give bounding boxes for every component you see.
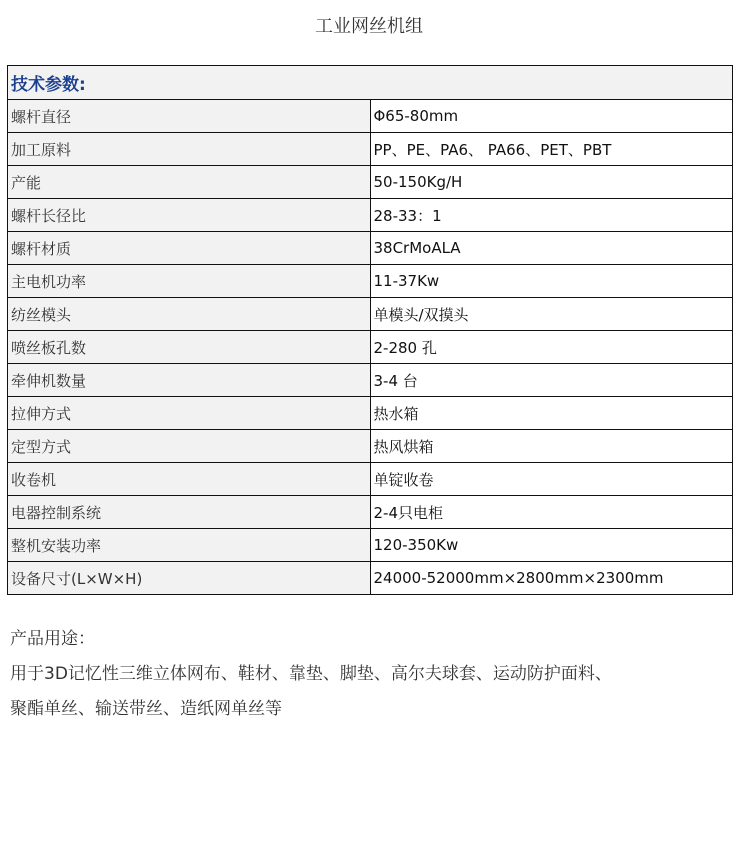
table-row	[8, 298, 733, 331]
param-value: 单模头/双摸头	[370, 298, 733, 331]
usage-line: 用于3D记忆性三维立体网布、鞋材、靠垫、脚垫、高尔夫球套、运动防护面料、	[10, 664, 612, 684]
param-label: 产能	[8, 166, 371, 199]
param-label: 收卷机	[8, 463, 371, 496]
param-label: 拉伸方式	[8, 397, 371, 430]
param-label: 螺杆长径比	[8, 199, 371, 232]
page-title: 工业网丝机组	[315, 16, 423, 37]
table-row	[8, 199, 733, 232]
param-value: 2-280 孔	[370, 331, 733, 364]
param-label: 定型方式	[8, 430, 371, 463]
param-value: 3-4 台	[370, 364, 733, 397]
table-row	[8, 265, 733, 298]
param-value: 热水箱	[370, 397, 733, 430]
param-value: 28-33：1	[370, 199, 733, 232]
usage-text	[10, 657, 730, 727]
table-header: 技术参数:	[8, 66, 733, 100]
param-label: 喷丝板孔数	[8, 331, 371, 364]
param-label: 设备尺寸(L×W×H)	[8, 562, 371, 595]
param-value: PP、PE、PA6、 PA66、PET、PBT	[370, 133, 733, 166]
param-label: 螺杆材质	[8, 232, 371, 265]
table-row	[8, 397, 733, 430]
table-row	[8, 133, 733, 166]
param-value: 38CrMoALA	[370, 232, 733, 265]
param-value: 120-350Kw	[370, 529, 733, 562]
table-row	[8, 496, 733, 529]
table-row	[8, 529, 733, 562]
table-row	[8, 463, 733, 496]
param-label: 整机安装功率	[8, 529, 371, 562]
param-value: 24000-52000mm×2800mm×2300mm	[370, 562, 733, 595]
param-value: 单锭收卷	[370, 463, 733, 496]
param-value: 50-150Kg/H	[370, 166, 733, 199]
table-row	[8, 364, 733, 397]
table-row	[8, 331, 733, 364]
param-label: 主电机功率	[8, 265, 371, 298]
param-label: 电器控制系统	[8, 496, 371, 529]
table-row	[8, 100, 733, 133]
spec-table	[7, 65, 733, 595]
table-header-row	[8, 66, 733, 100]
table-row	[8, 430, 733, 463]
param-label: 加工原料	[8, 133, 371, 166]
usage-line: 聚酯单丝、输送带丝、造纸网单丝等	[10, 699, 282, 719]
param-label: 纺丝模头	[8, 298, 371, 331]
usage-heading: 产品用途：	[10, 629, 95, 649]
param-value: Φ65-80mm	[370, 100, 733, 133]
param-value: 2-4只电柜	[370, 496, 733, 529]
param-value: 热风烘箱	[370, 430, 733, 463]
table-row	[8, 166, 733, 199]
param-label: 螺杆直径	[8, 100, 371, 133]
table-row	[8, 232, 733, 265]
param-label: 牵伸机数量	[8, 364, 371, 397]
table-row	[8, 562, 733, 595]
param-value: 11-37Kw	[370, 265, 733, 298]
